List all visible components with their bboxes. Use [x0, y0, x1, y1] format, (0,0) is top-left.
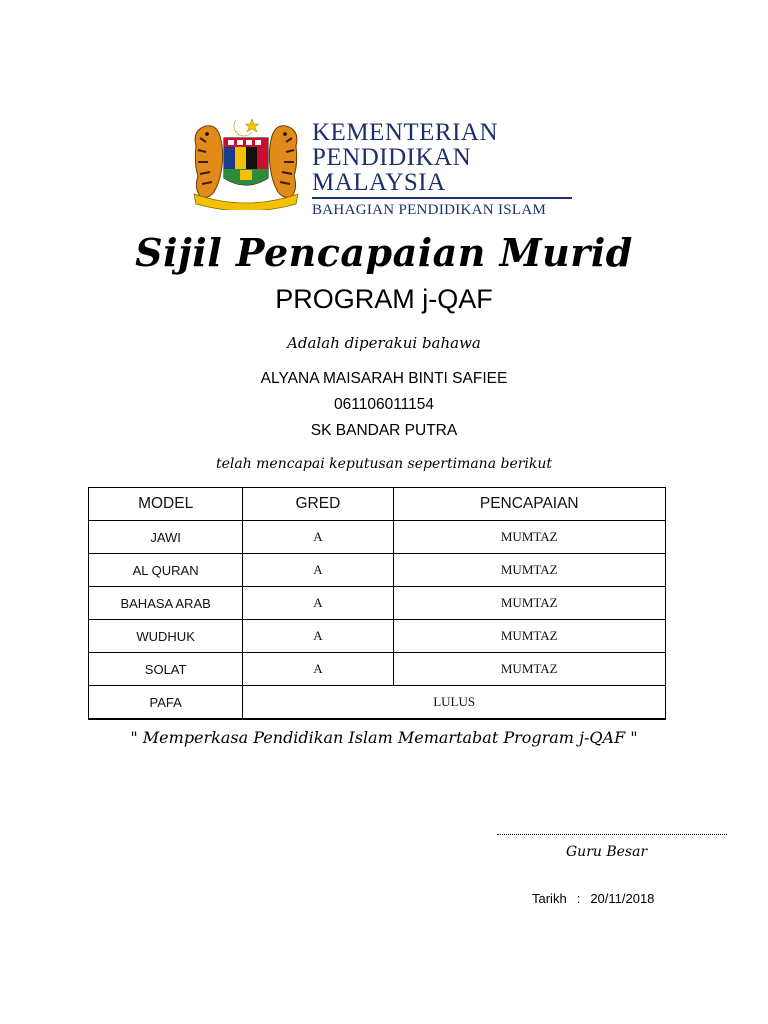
date-row [532, 891, 654, 906]
subject-cell: SOLAT [89, 653, 243, 686]
motto: " Memperkasa Pendidikan Islam Memartabat Program j-QAF " [130, 728, 638, 747]
division-name: BAHAGIAN PENDIDIKAN ISLAM [312, 202, 547, 218]
header-model: MODEL [89, 488, 243, 521]
table-row [89, 620, 666, 653]
grade-cell: A [243, 653, 393, 686]
achievement-cell: MUMTAZ [393, 521, 665, 554]
ministry-name [312, 120, 574, 219]
table-row [89, 521, 666, 554]
subject-cell: JAWI [89, 521, 243, 554]
achievement-cell: MUMTAZ [393, 653, 665, 686]
certification-intro: Adalah diperakui bahawa [287, 334, 481, 352]
achievement-cell: MUMTAZ [393, 587, 665, 620]
grade-cell: A [243, 554, 393, 587]
malaysia-coat-of-arms-icon [190, 116, 302, 210]
header-pencapaian: PENCAPAIAN [393, 488, 665, 521]
achievement-cell: MUMTAZ [393, 554, 665, 587]
program-title: PROGRAM j-QAF [275, 284, 493, 314]
table-row [89, 554, 666, 587]
signature-line [497, 834, 727, 835]
table-row [89, 653, 666, 686]
school-name: SK BANDAR PUTRA [310, 422, 458, 439]
results-header-row [89, 488, 666, 521]
grade-cell: A [243, 521, 393, 554]
date-label: Tarikh [532, 891, 567, 906]
subject-cell: PAFA [89, 686, 243, 720]
achievement-statement: telah mencapai keputusan sepertimana berikut [215, 456, 553, 472]
grade-cell: A [243, 587, 393, 620]
signatory-title: Guru Besar [566, 844, 648, 860]
certificate-title: Sijil Pencapaian Murid [135, 230, 633, 275]
ministry-divider [312, 197, 572, 199]
ministry-line-2: PENDIDIKAN [312, 144, 472, 171]
date-separator: : [576, 891, 581, 906]
pafa-result-cell: LULUS [243, 686, 666, 720]
ministry-line-1: KEMENTERIAN [312, 119, 499, 146]
grade-cell: A [243, 620, 393, 653]
results-table [88, 487, 666, 720]
achievement-cell: MUMTAZ [393, 620, 665, 653]
header-gred: GRED [243, 488, 393, 521]
subject-cell: BAHASA ARAB [89, 587, 243, 620]
date-value: 20/11/2018 [590, 891, 655, 906]
table-row [89, 587, 666, 620]
table-row-pafa [89, 686, 666, 720]
ministry-line-3: MALAYSIA [312, 169, 446, 196]
letterhead [190, 112, 580, 218]
subject-cell: AL QURAN [89, 554, 243, 587]
student-name: ALYANA MAISARAH BINTI SAFIEE [260, 370, 508, 387]
student-id: 061106011154 [334, 396, 434, 413]
subject-cell: WUDHUK [89, 620, 243, 653]
